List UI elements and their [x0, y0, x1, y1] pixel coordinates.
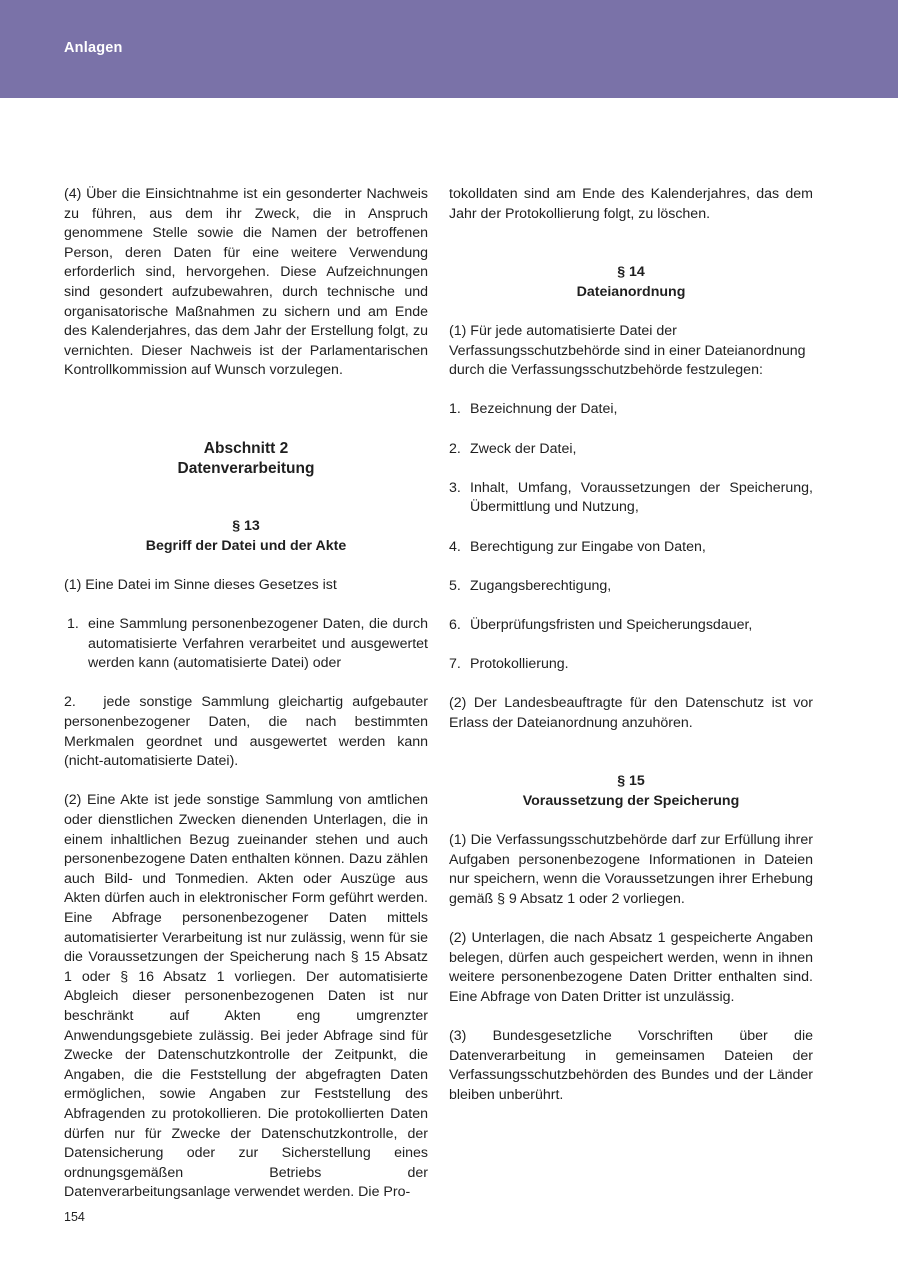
s14-list-item-7 [449, 655, 813, 675]
list-text: Überprüfungsfristen und Speicherungsdauer, [470, 616, 753, 633]
s13-paragraph-2-akte: (2) Eine Akte ist jede sonstige Sammlung von amtlichen oder dienstlichen Zwecken dienenden Unterlagen, die in einem inhaltlichen Bezug zueinander stehen und auch personenbezogene Daten enthalten können. Dazu zählen auch Bild- und Tonmedien. Akten oder Auszüge aus Akten dürfen auch in elektronischer Form geführt werden. Eine Abfrage personenbezogener Daten mittels automatisierter Verarbeitung ist nur zulässig, wenn für sie die Voraussetzungen der Speicherung nach § 15 Absatz 1 oder § 16 Absatz 1 vorliegen. Der automatisierte Abgleich dieser personenbezogenen Daten ist nur beschränkt auf Akten eng umgrenzter Anwendungsgebiete zulässig. Bei jeder Abfrage sind für Zwecke der Datenschutzkontrolle der Zeitpunkt, die Angaben, die die Feststellung der abgefragten Daten ermöglichen, sowie Angaben zur Feststellung des Abfragenden zu protokollieren. Die protokollierten Daten dürfen nur für Zwecke der Datenschutzkontrolle, der Datensicherung oder zur Sicherstellung eines ordnungsgemäßen Betriebs der Datenverarbeitungsanlage verwendet werden. Die Pro- [64, 792, 428, 1201]
s13-number: § 13 [232, 518, 260, 535]
list-number: 6. [449, 616, 461, 633]
list-text: Protokollierung. [470, 656, 569, 673]
s14-list-item-1 [449, 400, 813, 420]
s14-list-item-6 [449, 616, 813, 636]
list-text: Zweck der Datei, [470, 440, 577, 457]
s14-title: Dateianordnung [576, 283, 686, 300]
s15-number: § 15 [617, 773, 645, 790]
list-text: Bezeichnung der Datei, [470, 401, 618, 418]
s15-title: Voraussetzung der Speicherung [522, 793, 740, 810]
right-column [449, 185, 813, 1106]
s14-paragraph-2: (2) Der Landesbeauftragte für den Datenschutz ist vor Erlass der Dateianordnung anzuhören. [449, 695, 813, 731]
s14-list-item-2 [449, 440, 813, 460]
abschnitt-title: Datenverarbeitung [177, 459, 315, 477]
s15-paragraph-2: (2) Unterlagen, die nach Absatz 1 gespeicherte Angaben belegen, dürfen auch gespeichert werden, wenn in ihnen weitere personenbezogene Daten Dritter enthalten sind. Eine Abfrage von Daten Dritter ist unzulässig. [449, 930, 813, 1005]
list-number: 7. [449, 656, 461, 673]
s13-list-item-1 [64, 615, 428, 674]
list-number: 5. [449, 577, 461, 594]
continuation-text: tokolldaten sind am Ende des Kalenderjahres, das dem Jahr der Protokollierung folgt, zu löschen. [449, 186, 813, 222]
s15-paragraph-3: (3) Bundesgesetzliche Vorschriften über die Datenverarbeitung in gemeinsamen Dateien der Verfassungsschutzbehörden des Bundes und der Länder bleiben unberührt. [449, 1028, 813, 1103]
s15-paragraph-1: (1) Die Verfassungsschutzbehörde darf zur Erfüllung ihrer Aufgaben personenbezogene Informationen in Dateien nur speichern, wenn die Voraussetzungen ihrer Erhebung gemäß § 9 Absatz 1 oder 2 vorliegen. [449, 832, 813, 907]
list-number: 4. [449, 538, 461, 555]
list-text: Zugangsberechtigung, [470, 577, 612, 594]
s14-list-item-3 [449, 479, 813, 518]
page-number: 154 [64, 1210, 85, 1224]
s14-list-item-4 [449, 538, 813, 558]
list-number: 3. [449, 479, 461, 496]
section-title: Anlagen [64, 40, 123, 56]
s13-list-item-2 [64, 693, 428, 771]
paragraph-4-einsichtnahme: (4) Über die Einsichtnahme ist ein gesonderter Nachweis zu führen, aus dem ihr Zweck, die in Anspruch genommene Stelle sowie die Namen der betroffenen Person, deren Daten für eine weitere Verwendung erforderlich sind, hervorgehen. Diese Aufzeichnungen sind gesondert aufzubewahren, durch technische und organisatorische Maßnahmen zu sichern und am Ende des Kalenderjahres, das dem Jahr der Erstellung folgt, zu vernichten. Dieser Nachweis ist der Parlamentarischen Kontrollkommission auf Wunsch vorzulegen. [64, 186, 428, 379]
list-number: 1. [449, 401, 461, 418]
page-header-band [0, 0, 898, 98]
list-number: 2. [64, 694, 76, 711]
list-text: jede sonstige Sammlung gleichartig aufgebauter personenbezogener Daten, die nach bestimmten Merkmalen geordnet und ausgewertet werden kann (nicht-automatisierte Datei). [64, 694, 428, 770]
s14-paragraph-1: (1) Für jede automatisierte Datei der Verfassungsschutzbehörde sind in einer Dateianordnung durch die Verfassungsschutzbehörde festzulegen: [449, 322, 806, 379]
s13-title: Begriff der Datei und der Akte [145, 537, 347, 554]
s14-number: § 14 [617, 264, 645, 281]
list-text: Inhalt, Umfang, Voraussetzungen der Speicherung, Übermittlung und Nutzung, [470, 479, 813, 516]
list-number: 1. [67, 616, 79, 633]
s14-list-item-5 [449, 577, 813, 597]
left-column [64, 185, 428, 1203]
list-text: Berechtigung zur Eingabe von Daten, [470, 538, 706, 555]
abschnitt-label: Abschnitt 2 [203, 439, 289, 457]
s13-paragraph-1-intro: (1) Eine Datei im Sinne dieses Gesetzes ist [64, 576, 337, 593]
list-text: eine Sammlung personenbezogener Daten, die durch automatisierte Verfahren verarbeitet und ausgewertet werden kann (automatisierte Datei) oder [88, 616, 428, 672]
list-number: 2. [449, 440, 461, 457]
